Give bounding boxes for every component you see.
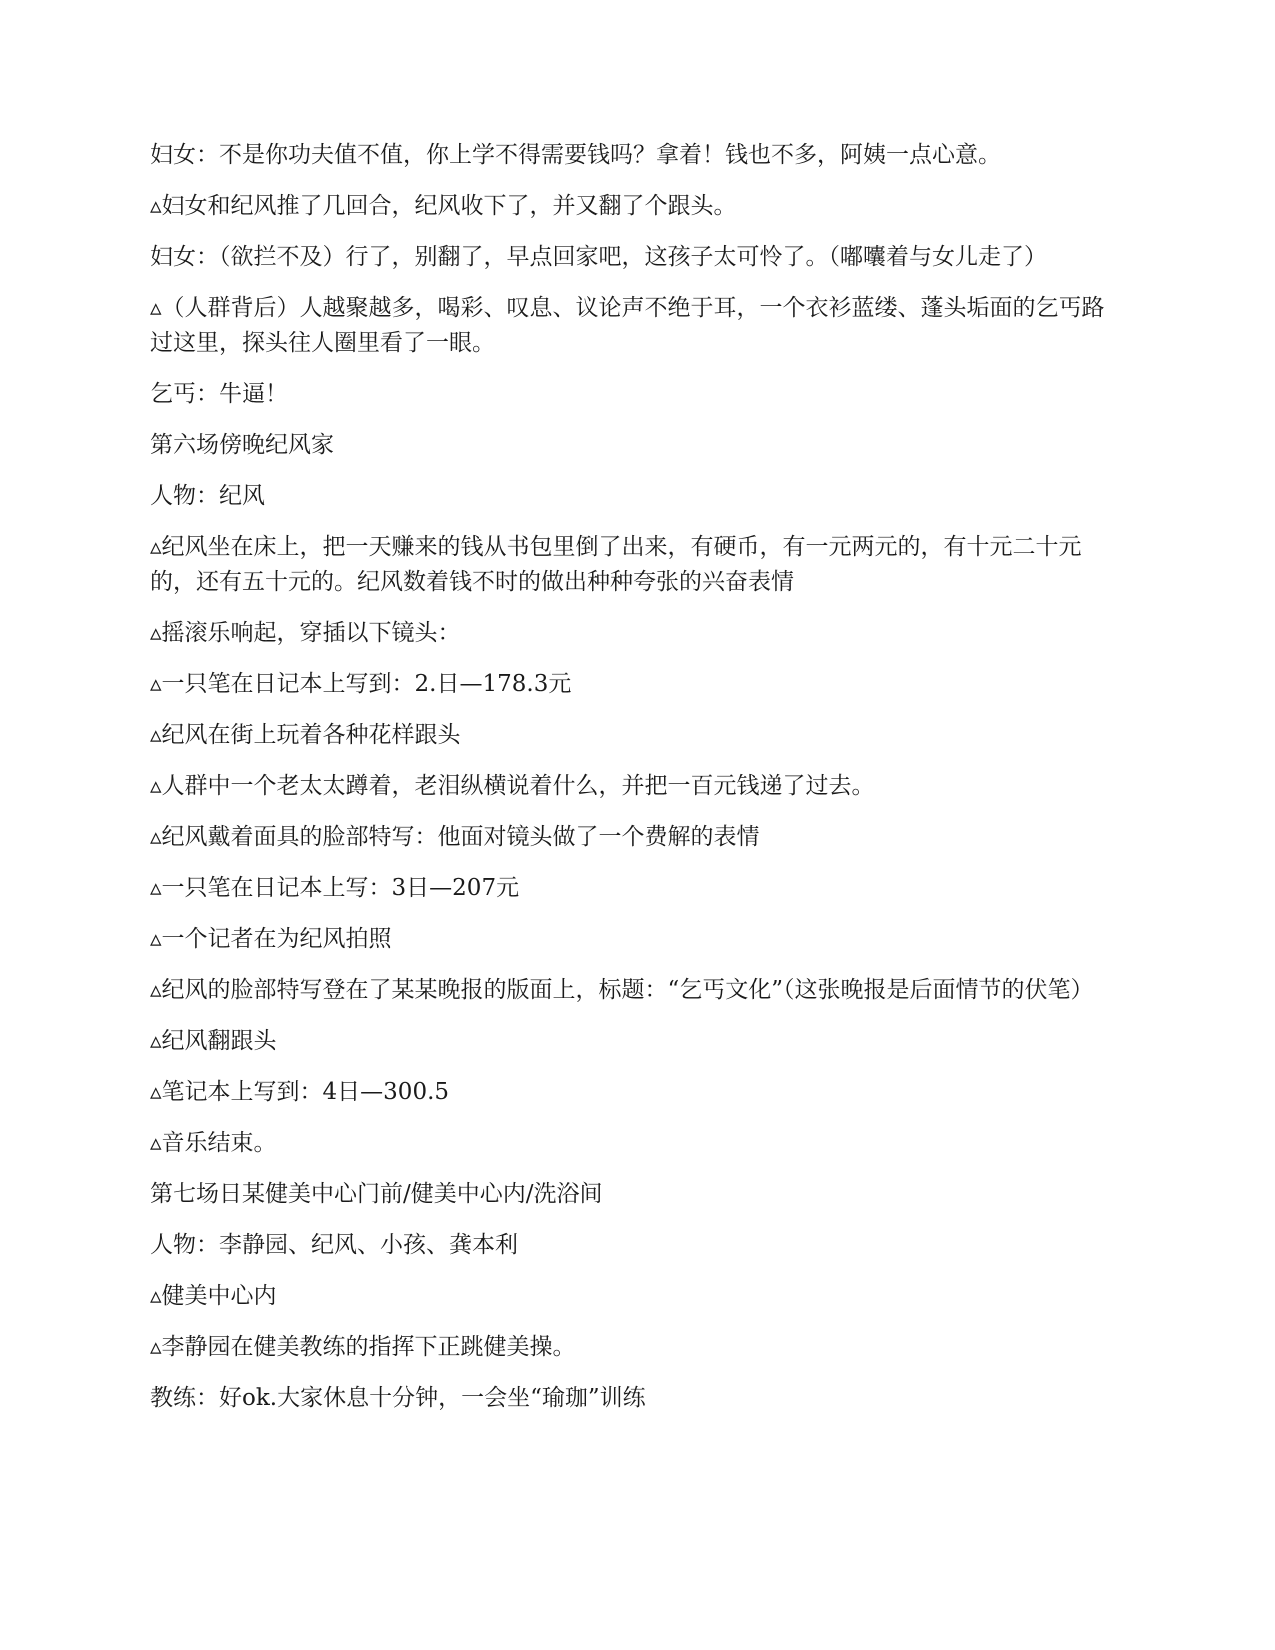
stage-direction: ▵纪风的脸部特写登在了某某晚报的版面上，标题：“乞丐文化”（这张晚报是后面情节的伏笔） bbox=[150, 977, 1094, 1003]
dialogue-line: 妇女：不是你功夫值不值，你上学不得需要钱吗？拿着！钱也不多，阿姨一点心意。 bbox=[150, 142, 1001, 168]
stage-direction: ▵摇滚乐响起，穿插以下镜头： bbox=[150, 620, 461, 646]
stage-direction: ▵健美中心内 bbox=[150, 1283, 277, 1309]
character-list: 人物：纪风 bbox=[150, 483, 265, 509]
stage-direction: ▵笔记本上写到：4日—300.5 bbox=[150, 1079, 450, 1105]
character-list: 人物：李静园、纪风、小孩、龚本利 bbox=[150, 1232, 518, 1258]
stage-direction: ▵纪风在街上玩着各种花样跟头 bbox=[150, 722, 461, 748]
stage-direction: ▵妇女和纪风推了几回合，纪风收下了，并又翻了个跟头。 bbox=[150, 193, 737, 219]
scene-heading: 第六场傍晚纪风家 bbox=[150, 432, 334, 458]
scene-heading: 第七场日某健美中心门前/健美中心内/洗浴间 bbox=[150, 1181, 603, 1207]
dialogue-line: 乞丐：牛逼！ bbox=[150, 381, 288, 407]
dialogue-line: 妇女：（欲拦不及）行了，别翻了，早点回家吧，这孩子太可怜了。（嘟囔着与女儿走了） bbox=[150, 244, 1047, 270]
stage-direction: ▵纪风戴着面具的脸部特写：他面对镜头做了一个费解的表情 bbox=[150, 824, 760, 850]
stage-direction: ▵一只笔在日记本上写：3日—207元 bbox=[150, 875, 520, 901]
stage-direction: ▵一个记者在为纪风拍照 bbox=[150, 926, 392, 952]
stage-direction: ▵一只笔在日记本上写到：2.日—178.3元 bbox=[150, 671, 572, 697]
stage-direction: ▵（人群背后）人越聚越多，喝彩、叹息、议论声不绝于耳，一个衣衫蓝缕、蓬头垢面的乞丐路过这里，探头往人圈里看了一眼。 bbox=[150, 295, 1105, 356]
document-body bbox=[150, 138, 1125, 1432]
stage-direction: ▵纪风坐在床上，把一天赚来的钱从书包里倒了出来，有硬币，有一元两元的，有十元二十元的，还有五十元的。纪风数着钱不时的做出种种夸张的兴奋表情 bbox=[150, 534, 1082, 595]
stage-direction: ▵纪风翻跟头 bbox=[150, 1028, 277, 1054]
stage-direction: ▵人群中一个老太太蹲着，老泪纵横说着什么，并把一百元钱递了过去。 bbox=[150, 773, 875, 799]
stage-direction: ▵音乐结束。 bbox=[150, 1130, 277, 1156]
dialogue-line: 教练：好ok.大家休息十分钟，一会坐“瑜珈”训练 bbox=[150, 1385, 646, 1411]
stage-direction: ▵李静园在健美教练的指挥下正跳健美操。 bbox=[150, 1334, 576, 1360]
